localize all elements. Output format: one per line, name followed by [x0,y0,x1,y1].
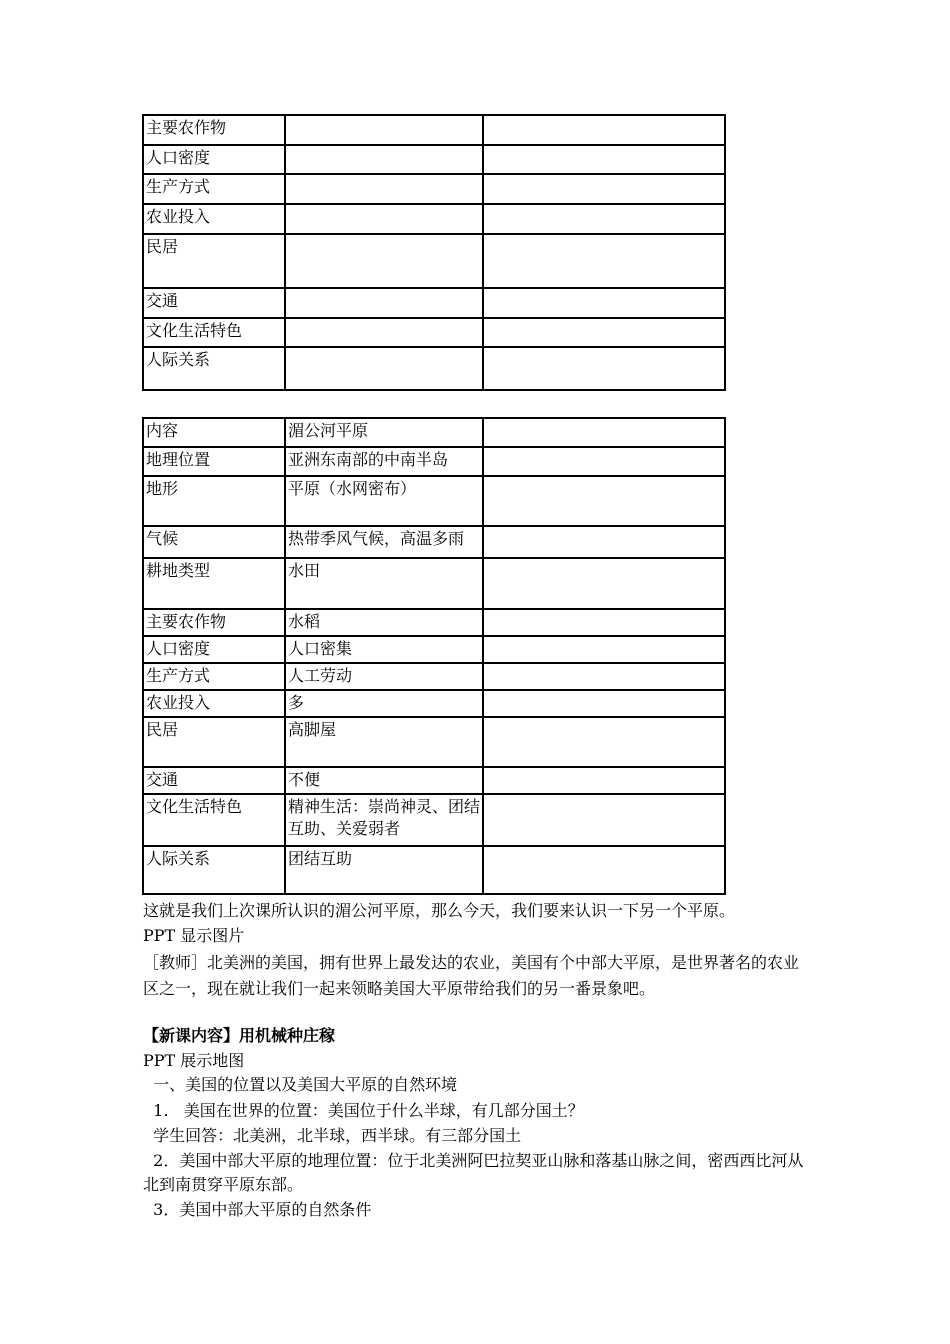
comparison-table-empty [142,114,726,391]
cell-value [285,288,483,318]
row-label: 文化生活特色 [143,794,285,846]
cell-value [483,115,725,145]
table-row [143,717,725,767]
cell-value [285,347,483,390]
question-1: 1. 美国在世界的位置：美国位于什么半球，有几部分国土？ [143,1101,584,1120]
row-label: 人际关系 [143,347,285,390]
teacher-paragraph: ［教师］北美洲的美国，拥有世界上最发达的农业，美国有个中部大平原，是世界著名的农业区之一，现在就让我们一起来领略美国大平原带给我们的另一番景象吧。 [143,953,800,998]
table-row [143,145,725,174]
table-row [143,609,725,636]
table-row [143,663,725,690]
table-row [143,115,725,145]
cell-value: 水田 [285,558,483,609]
table-row [143,204,725,234]
row-label: 气候 [143,526,285,558]
cell-value: 人工劳动 [285,663,483,690]
row-label: 地形 [143,476,285,526]
table-row [143,447,725,476]
table-row [143,846,725,894]
table-row [143,690,725,717]
cell-value [483,767,725,794]
cell-value [483,846,725,894]
cell-value: 湄公河平原 [285,418,483,447]
cell-value [285,318,483,347]
section-heading: 【新课内容】用机械种庄稼 [143,1026,336,1045]
cell-value [483,204,725,234]
cell-value: 热带季风气候，高温多雨 [285,526,483,558]
cell-value: 精神生活：崇尚神灵、团结互助、关爱弱者 [285,794,483,846]
cell-value: 高脚屋 [285,717,483,767]
row-label: 耕地类型 [143,558,285,609]
table-row [143,526,725,558]
row-label: 交通 [143,288,285,318]
cell-value [483,558,725,609]
table-row [143,174,725,204]
row-label: 民居 [143,234,285,288]
row-label: 民居 [143,717,285,767]
table-row [143,476,725,526]
table-row [143,318,725,347]
table-row [143,288,725,318]
cell-value [483,318,725,347]
cell-value [483,794,725,846]
table-row [143,234,725,288]
table-row [143,767,725,794]
cell-value [483,174,725,204]
table-row [143,347,725,390]
cell-value [285,145,483,174]
row-label: 生产方式 [143,663,285,690]
cell-value: 亚洲东南部的中南半岛 [285,447,483,476]
cell-value [483,690,725,717]
table-row [143,794,725,846]
subsection-heading: 一、美国的位置以及美国大平原的自然环境 [143,1075,458,1094]
point-2: 2．美国中部大平原的地理位置：位于北美洲阿巴拉契亚山脉和落基山脉之间，密西西比河从北到南贯穿平原东部。 [143,1151,804,1194]
table-row [143,636,725,663]
cell-value [285,204,483,234]
student-answer: 学生回答：北美洲，北半球，西半球。有三部分国土 [143,1126,522,1145]
row-label: 文化生活特色 [143,318,285,347]
row-label: 人口密度 [143,145,285,174]
cell-value: 平原（水网密布） [285,476,483,526]
cell-value [285,174,483,204]
ppt-map-note: PPT 展示地图 [143,1051,245,1070]
row-label: 人口密度 [143,636,285,663]
cell-value [483,234,725,288]
cell-value [483,347,725,390]
cell-value: 多 [285,690,483,717]
table-row [143,418,725,447]
table-row [143,558,725,609]
row-label: 人际关系 [143,846,285,894]
cell-value [483,447,725,476]
point-3: 3．美国中部大平原的自然条件 [143,1200,372,1219]
cell-value: 水稻 [285,609,483,636]
row-label: 主要农作物 [143,115,285,145]
intro-paragraph: 这就是我们上次课所认识的湄公河平原，那么今天，我们要来认识一下另一个平原。 [143,901,736,920]
row-label: 地理位置 [143,447,285,476]
row-label: 农业投入 [143,204,285,234]
cell-value [483,663,725,690]
cell-value: 人口密集 [285,636,483,663]
cell-value [483,609,725,636]
mekong-plain-table [142,417,726,895]
cell-value [483,145,725,174]
cell-value [483,418,725,447]
row-label: 交通 [143,767,285,794]
row-label: 生产方式 [143,174,285,204]
row-label: 主要农作物 [143,609,285,636]
cell-value [483,288,725,318]
cell-value [483,476,725,526]
ppt-note: PPT 显示图片 [143,926,245,945]
cell-value [285,234,483,288]
row-label: 农业投入 [143,690,285,717]
cell-value [483,636,725,663]
cell-value [483,526,725,558]
cell-value: 团结互助 [285,846,483,894]
cell-value [483,717,725,767]
cell-value: 不便 [285,767,483,794]
row-label: 内容 [143,418,285,447]
cell-value [285,115,483,145]
